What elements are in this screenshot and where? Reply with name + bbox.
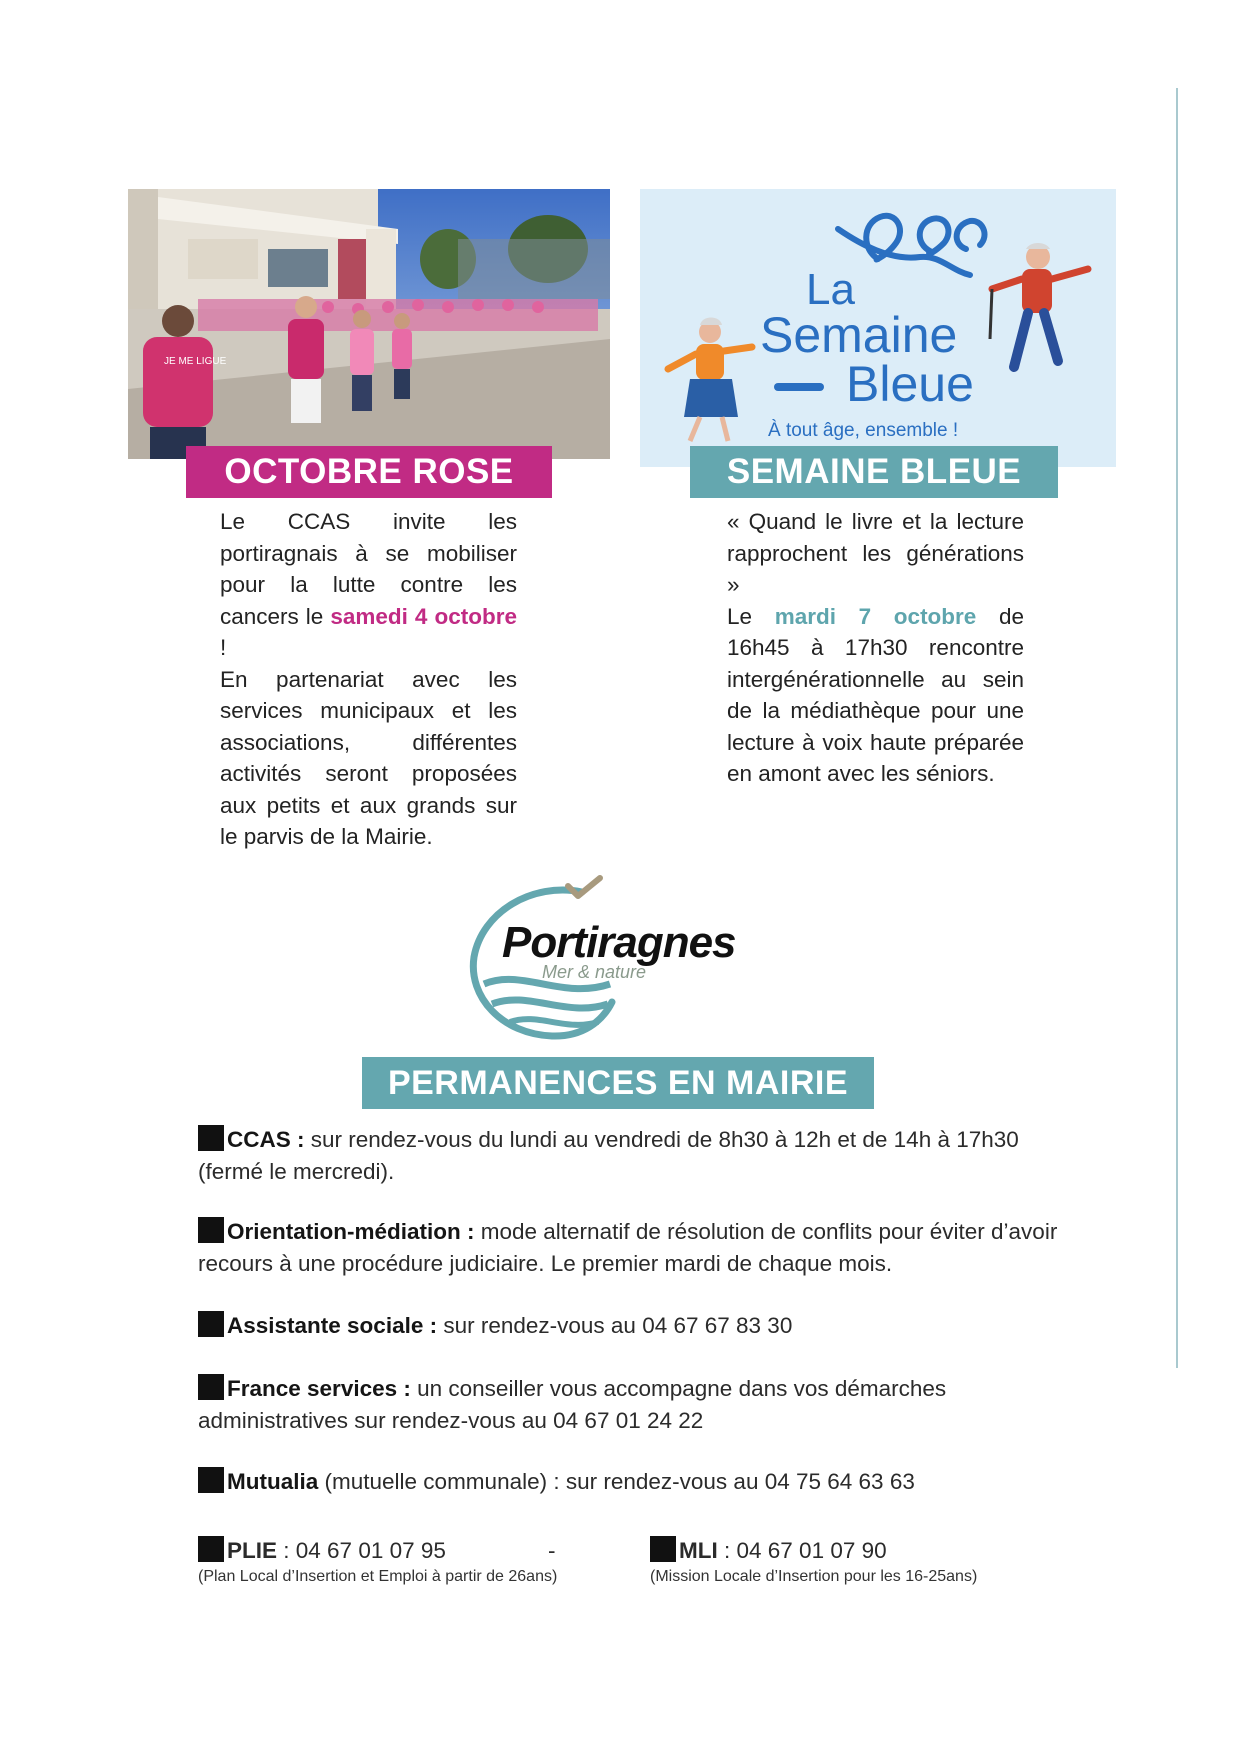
bullet-square [198,1311,224,1337]
page-divider-line [1176,88,1178,1368]
octobre-rose-text [220,506,517,853]
permanence-assistante-sociale: Assistante sociale : sur rendez-vous au 04 67 67 83 30 [198,1310,1078,1342]
shirt-text: JE ME LIGUE [164,356,227,367]
semaine-bleue-banner: SEMAINE BLEUE [690,446,1058,498]
plie-note: (Plan Local d’Insertion et Emploi à partir de 26ans) [198,1568,558,1585]
semaine-bleue-paragraph: Le mardi 7 octobre de 16h45 à 17h30 rencontre intergénérationnelle au sein de la médiathèque pour une lecture à voix haute préparée en amont avec les séniors. [727,603,1025,786]
semaine-bleue-semaine: Semaine [760,307,958,363]
permanence-ccas: CCAS : sur rendez-vous du lundi au vendredi de 8h30 à 12h et de 14h à 17h30 (fermé le mercredi). [198,1127,1019,1184]
permanence-france-services: France services : un conseiller vous accompagne dans vos démarches administratives sur rendez-vous au 04 67 01 24 22 [198,1376,947,1433]
semaine-bleue-bleue: Bleue [846,356,974,412]
semaine-bleue-quote: « Quand le livre et la lecture rapprochent les générations » [727,509,1024,597]
logo-name: Portiragnes [502,918,736,967]
semaine-bleue-tagline: À tout âge, ensemble ! [768,420,959,441]
permanence-orientation-mediation: Orientation-médiation : mode alternatif de résolution de conflits pour éviter d’avoir recours à une procédure judiciaire. Le premier mardi de chaque mois. [198,1219,1058,1276]
permanence-mutualia: Mutualia (mutuelle communale) : sur rendez-vous au 04 75 64 63 63 [198,1466,1078,1498]
octobre-rose-paragraph-2: En partenariat avec les services municipaux et les associations, différentes activités seront proposées aux petits et aux grands sur le parvis de la Mairie. [220,666,517,849]
bullet-square [650,1536,676,1562]
semaine-bleue-la: La [806,265,855,314]
octobre-rose-photo [128,189,610,459]
bullet-square [198,1536,224,1562]
row-separator: - [548,1538,556,1563]
semaine-bleue-date: mardi 7 octobre [774,603,977,629]
old-man-illustration [990,243,1088,367]
bullet-square [198,1374,224,1400]
octobre-rose-date: samedi 4 octobre [330,603,517,629]
portiragnes-logo [462,872,802,1040]
bullet-square [198,1125,224,1151]
semaine-bleue-poster [640,189,1116,467]
semaine-bleue-text [727,506,1024,790]
permanence-plie: PLIE : 04 67 01 07 95 (Plan Local d’Insertion et Emploi à partir de 26ans) [198,1536,557,1588]
logo-subtitle: Mer & nature [542,962,647,982]
permanences-banner: PERMANENCES EN MAIRIE [362,1057,874,1109]
bullet-square [198,1217,224,1243]
octobre-rose-banner: OCTOBRE ROSE [186,446,552,498]
bullet-square [198,1467,224,1493]
permanence-mli: MLI : 04 67 01 07 90 (Mission Locale d’Insertion pour les 16-25ans) [650,1536,977,1588]
mli-note: (Mission Locale d’Insertion pour les 16-25ans) [650,1568,978,1585]
octobre-rose-paragraph-1: Le CCAS invite les portiragnais à se mobiliser pour la lutte contre les cancers le samedi 4 octobre ! [220,509,517,660]
dancing-woman-illustration [668,318,752,442]
